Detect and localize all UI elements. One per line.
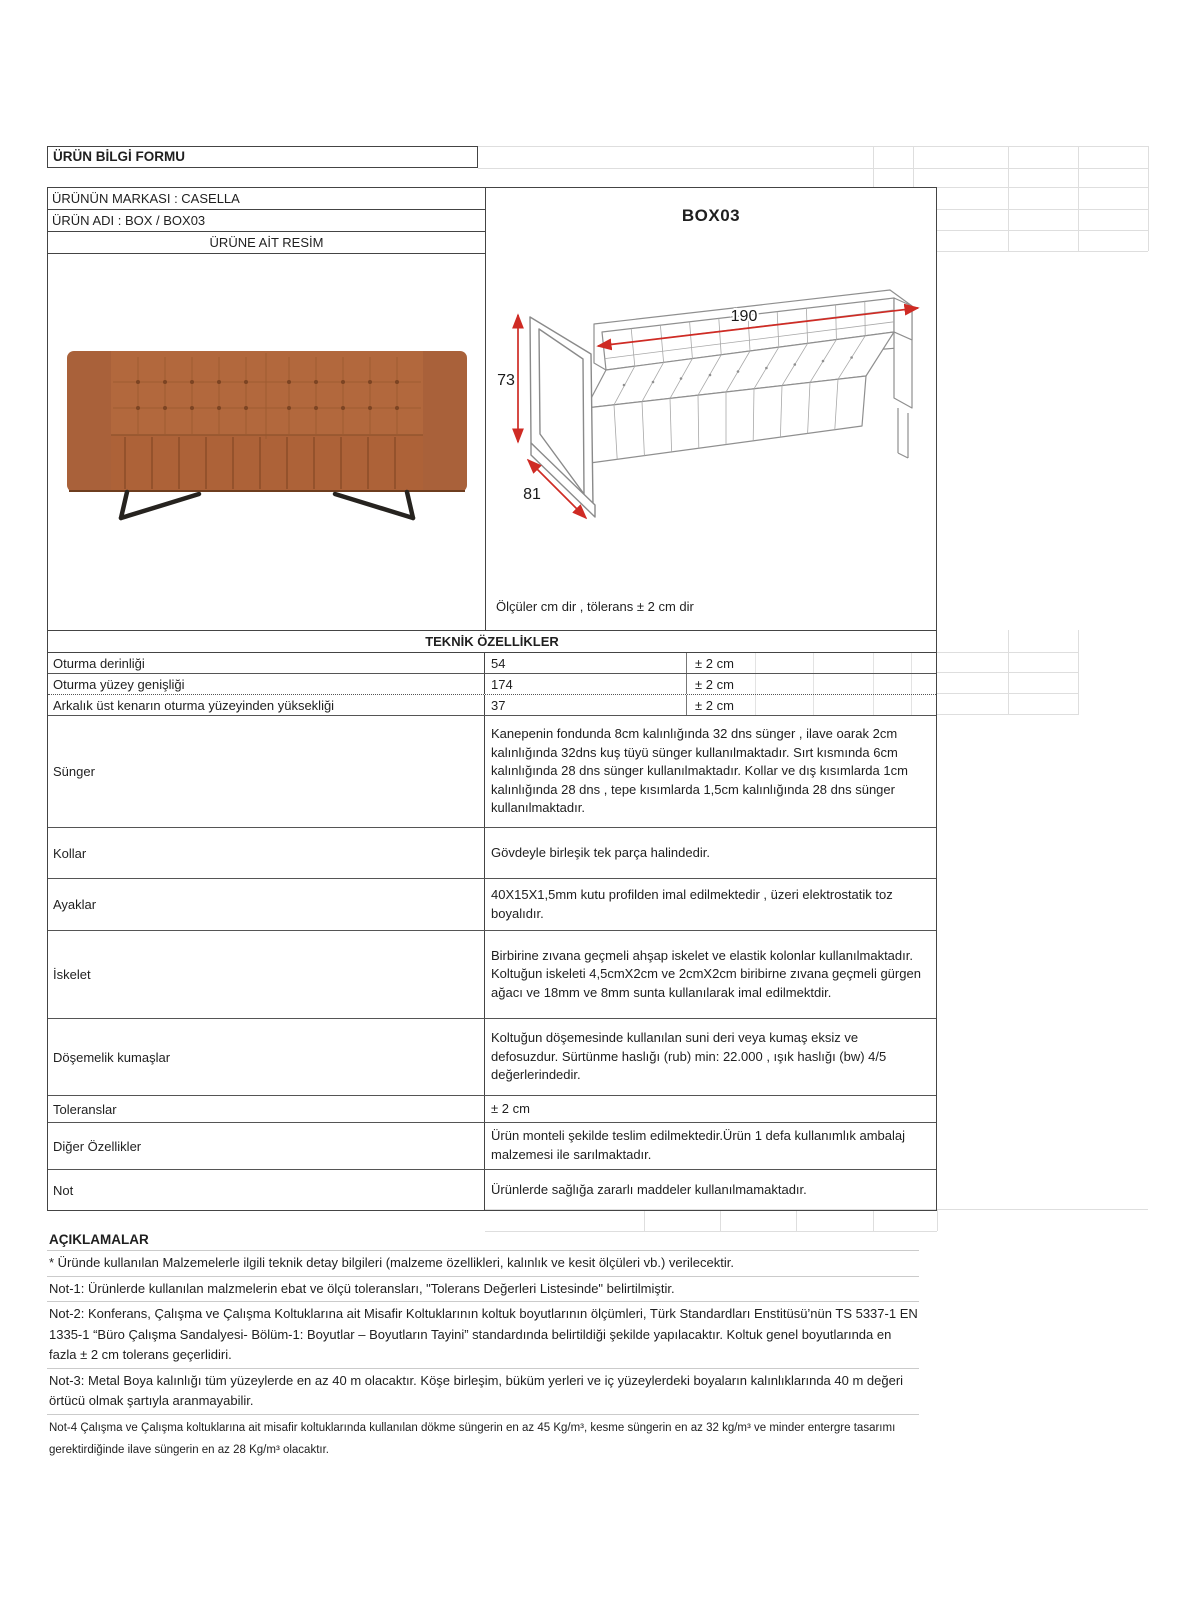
grid-line [937, 251, 1148, 252]
table-row [48, 716, 936, 828]
table-row [48, 695, 936, 716]
table-row [48, 1170, 936, 1210]
note-asterisk: * Üründe kullanılan Malzemelerle ilgili teknik detay bilgileri (malzeme özellikleri, kalınlık ve kesit ölçüleri vb.) verilecektir. [47, 1251, 919, 1277]
spec-label: Oturma derinliği [48, 653, 485, 673]
grid-line [1008, 146, 1009, 251]
spec-tolerance: ± 2 cm [687, 695, 936, 715]
sofa-photo [61, 339, 473, 525]
dim-height-label: 73 [497, 372, 515, 389]
spec-label: Sünger [48, 716, 485, 827]
spec-value: Gövdeyle birleşik tek parça halindedir. [491, 844, 710, 860]
spec-tolerance: ± 2 cm [687, 653, 936, 673]
table-row [48, 828, 936, 879]
grid-line [478, 146, 1148, 147]
grid-line [873, 1209, 874, 1231]
spec-label: Oturma yüzey genişliği [48, 674, 485, 694]
explanations-title: AÇIKLAMALAR [47, 1230, 919, 1251]
spec-label: Döşemelik kumaşlar [48, 1019, 485, 1095]
table-row [48, 1019, 936, 1096]
grid-line [873, 146, 874, 187]
table-row [48, 879, 936, 931]
spec-value: Ürün monteli şekilde teslim edilmektedir.Ürün 1 defa kullanımlık ambalaj malzemesi ile sarılmaktadır. [491, 1128, 906, 1162]
grid-line [937, 209, 1148, 210]
spec-table-title: TEKNİK ÖZELLİKLER [48, 631, 936, 653]
spec-value: Birbirine zıvana geçmeli ahşap iskelet ve elastik kolonlar kullanılmaktadır. Koltuğun iskeleti 4,5cmX2cm ve 2cmX2cm biribirne zıvana geçmeli gürgen ağacı ve 18mm ve 8mm sunta kullanılarak imal edilmektdir. [491, 947, 921, 1000]
grid-line [937, 230, 1148, 231]
spec-value: Kanepenin fondunda 8cm kalınlığında 32 dns sünger , ilave oarak 2cm kalınlığında 32dns kuş tüyü sünger kullanılmaktadır. Sırt kısmında 6cm kalınlığında 28 dns sünger kullanılmaktadır. Kollar ve dış kısımlarda 1cm kalınlığında 28 dns , tepe kısımlarda 1,5cm kalınlığında 28 dns sünger kullanılmaktadır. [491, 726, 908, 816]
spec-value: ± 2 cm [491, 1100, 530, 1116]
brand-row: ÜRÜNÜN MARKASI : CASELLA [48, 188, 485, 210]
grid-line [1148, 146, 1149, 251]
table-row [48, 931, 936, 1019]
drawing-title: BOX03 [681, 206, 741, 225]
sofa-dimension-diagram [494, 258, 930, 558]
note-3: Not-3: Metal Boya kalınlığı tüm yüzeylerde en az 40 m olacaktır. Köşe birleşim, büküm yerleri ve iç yüzeylerdeki boyaların kalınlıklarında 40 m değeri örtücü olmak şartıyla aranmayabilir. [47, 1369, 919, 1415]
grid-line [720, 1209, 721, 1231]
spec-value: Koltuğun döşemesinde kullanılan suni deri veya kumaş eksiz ve defosuzdur. Sürtünme haslığı (rub) min: 22.000 , ışık haslığı (bw) 4/5 değerlerindedir. [491, 1030, 887, 1083]
dimension-note: Ölçüler cm dir , tölerans ± 2 cm dir [496, 599, 694, 614]
grid-line [1078, 630, 1079, 715]
dim-width-label: 190 [730, 308, 758, 325]
note-4: Not-4 Çalışma ve Çalışma koltuklarına ait misafir koltuklarında kullanılan dökme süngerin en az 45 Kg/m³, kesme süngerin en az 32 kg/m³ ve minder entergre tasarımı gerektirdiğinde ilave süngerin en az 28 Kg/m³ olacaktır. [49, 1421, 896, 1456]
grid-line [937, 1209, 938, 1231]
grid-line [913, 146, 914, 187]
dim-depth-label: 81 [523, 486, 541, 503]
table-row [48, 1096, 936, 1123]
spec-label: Ayaklar [48, 879, 485, 930]
spec-label: İskelet [48, 931, 485, 1018]
spec-value: Ürünlerde sağlığa zararlı maddeler kullanılmamaktadır. [491, 1181, 807, 1197]
grid-line [1078, 146, 1079, 251]
spec-value: 54 [485, 653, 687, 673]
spec-value: 37 [485, 695, 687, 715]
product-photo-cell [47, 253, 485, 630]
note-1: Not-1: Ürünlerde kullanılan malzmelerin ebat ve ölçü toleransları, "Tolerans Değerleri Listesinde" belirtilmiştir. [47, 1277, 919, 1303]
spec-label: Kollar [48, 828, 485, 878]
grid-line [644, 1209, 645, 1231]
spec-label: Toleranslar [48, 1096, 485, 1122]
product-name-row: ÜRÜN ADI : BOX / BOX03 [48, 210, 485, 232]
grid-line [937, 693, 1078, 694]
spec-label: Diğer Özellikler [48, 1123, 485, 1169]
technical-drawing-box [485, 187, 937, 630]
spec-value: 40X15X1,5mm kutu profilden imal edilmektedir , üzeri elektrostatik toz boyalıdır. [491, 886, 893, 921]
grid-line [937, 187, 1148, 188]
grid-line [937, 714, 1078, 715]
explanations-section [47, 1230, 919, 1463]
table-row [48, 674, 936, 695]
spec-label: Not [48, 1170, 485, 1210]
grid-line [796, 1209, 797, 1231]
grid-line [937, 652, 1078, 653]
spec-tolerance: ± 2 cm [687, 674, 936, 694]
grid-line [478, 168, 1148, 169]
spec-value: 174 [485, 674, 687, 694]
table-row [48, 1123, 936, 1170]
image-section-title: ÜRÜNE AİT RESİM [48, 232, 485, 254]
table-row [48, 653, 936, 674]
spec-table [47, 630, 937, 1211]
grid-line [937, 672, 1078, 673]
note-2: Not-2: Konferans, Çalışma ve Çalışma Koltuklarına ait Misafir Koltuklarının koltuk boyutlarının ölçümleri, Türk Standardları Enstitüsü’nün TS 5337-1 EN 1335-1 “Büro Çalışma Sandalyesi- Bölüm-1: Boyutlar – Boyutların Tayini” standardında belirtildiği şekilde yapılacaktır. Koltuk genel boyutlarında en fazla ± 2 cm tolerans geçerlidiri. [47, 1302, 919, 1369]
product-info-rows [47, 187, 485, 254]
form-title: ÜRÜN BİLGİ FORMU [47, 146, 478, 168]
spec-label: Arkalık üst kenarın oturma yüzeyinden yüksekliği [48, 695, 485, 715]
